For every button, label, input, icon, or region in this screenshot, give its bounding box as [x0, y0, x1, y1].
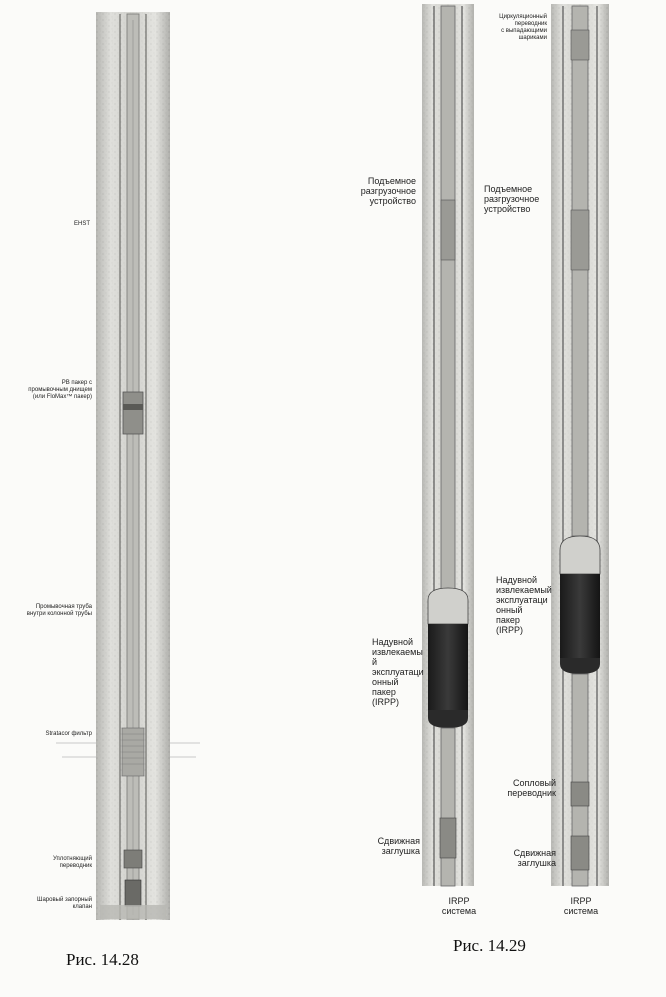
fig2-left-sliding-plug: [440, 818, 456, 858]
fig1-seal-sub: [124, 850, 142, 868]
fig2-right-sliding-plug: [571, 836, 589, 870]
fig2-left-lower-tubing: [441, 728, 455, 886]
fig2-caption: Рис. 14.29: [453, 936, 526, 955]
fig2-right-label-lift-device: Подъемное разгрузочное устройство: [484, 184, 540, 214]
fig1-pb-packer: [123, 392, 143, 434]
fig2-left-tubing: [441, 6, 455, 598]
fig2-right-tool-drawing: [551, 4, 609, 886]
fig1-caption: Рис. 14.28: [66, 950, 139, 969]
fig2-left-packer-element: [428, 624, 468, 710]
fig2-right-nozzle-sub: [571, 782, 589, 806]
fig1-label-screen: Stratacor фильтр: [45, 731, 92, 737]
fig1-label-washpipe: Промывочная труба внутри колонной трубы: [26, 604, 92, 617]
fig1-label-seal-sub: Уплотняющий переводник: [52, 856, 92, 869]
fig2-left-lift-device: [441, 200, 455, 260]
fig2-right-tubing: [572, 6, 588, 536]
fig2-right-label-plug: Сдвижная заглушка: [513, 848, 556, 868]
fig2-right-circ-sub: [571, 30, 589, 60]
fig2-left-tool-drawing: [422, 4, 474, 886]
fig2-right-label-system: IRPP система: [563, 896, 599, 916]
fig1-tool-drawing: [56, 12, 200, 920]
fig2-right-label-packer: Надувной извлекаемый эксплуатаци онный пакер (IRPP): [496, 575, 552, 635]
fig2-left-label-plug: Сдвижная заглушка: [377, 836, 420, 856]
fig1-label-ball-valve: Шаровый запорный клапан: [36, 897, 92, 910]
fig2-right-packer-top: [560, 536, 600, 574]
fig2-right-label-circ-sub: Циркуляционный переводник с выпадающими шариками: [499, 14, 547, 41]
fig2-left-packer-top: [428, 588, 468, 624]
fig2-right-lift-device: [571, 210, 589, 270]
fig2-right-label-nozzle-sub: Сопловый переводник: [507, 778, 556, 798]
fig2-left-label-lift-device: Подъемное разгрузочное устройство: [360, 176, 416, 206]
fig1-ball-valve: [125, 880, 141, 906]
fig1-label-ehst: EHST: [73, 221, 90, 227]
fig2-left-label-packer: Надувной извлекаемы й эксплуатаци онный пакер (IRPP): [372, 637, 424, 707]
fig1-label-pb-packer: PB пакер с промывочным днищем (или FloMax™ пакер): [28, 380, 92, 400]
fig2-left-label-system: IRPP система: [441, 896, 477, 916]
fig2-right-packer-element: [560, 574, 600, 658]
